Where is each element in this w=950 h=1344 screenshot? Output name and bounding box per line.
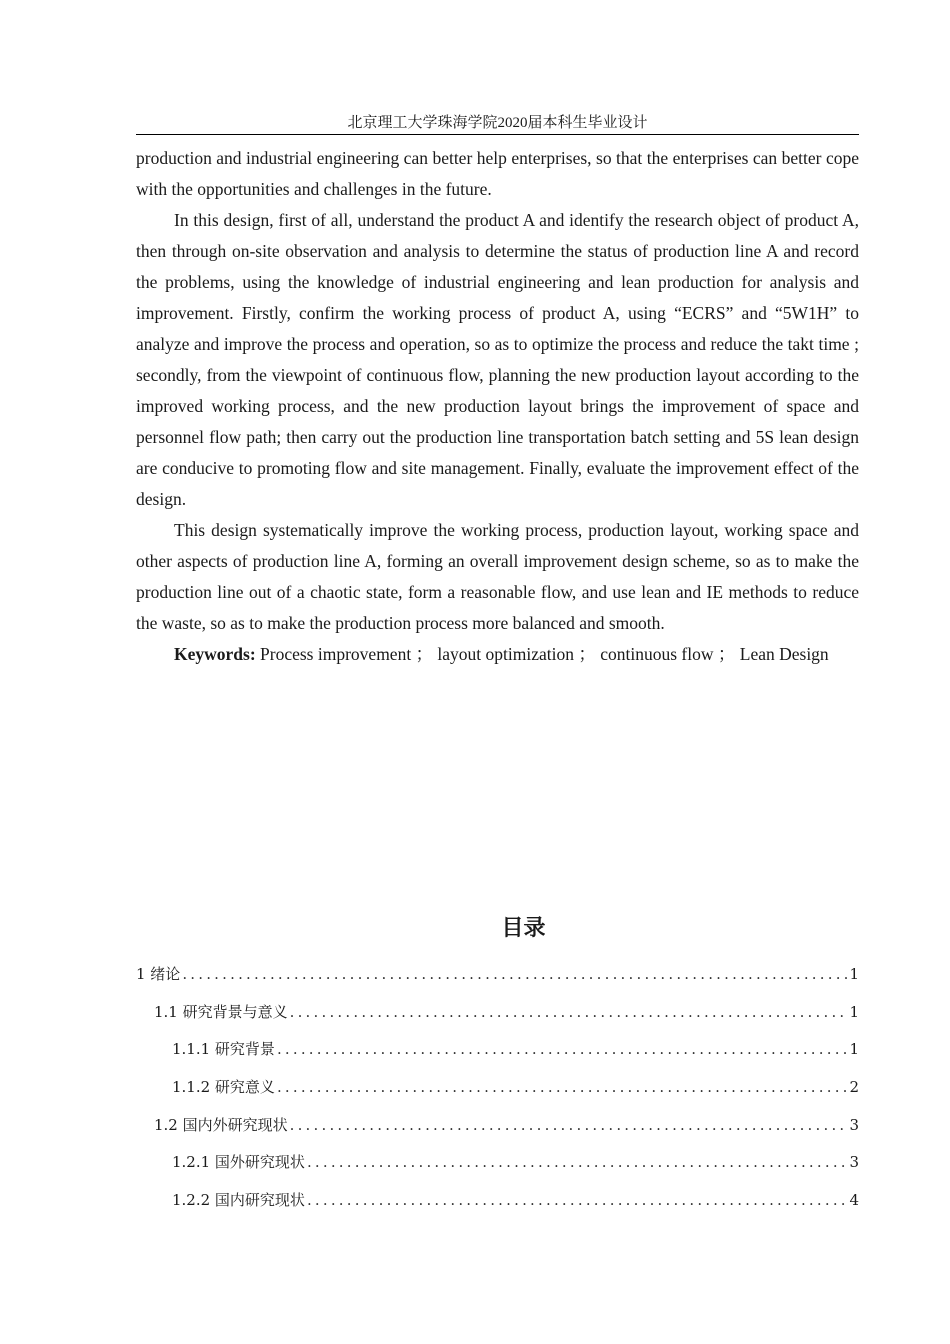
- toc-entry-label: 1.2.2 国内研究现状: [172, 1191, 305, 1209]
- toc-entry-page: 3: [849, 1116, 859, 1134]
- toc-leader-dots: [288, 1113, 848, 1137]
- abstract-paragraph-2: In this design, first of all, understand the product A and identify the research object of product A, then through on-site observation and analysis to determine the status of production line A and record the problems, using the knowledge of industrial engineering and lean production for analysis and improvement. Firstly, confirm the working process of product A, using “ECRS” and “5W1H” to analyze and improve the process and operation, so as to optimize the process and reduce the takt time ; secondly, from the viewpoint of continuous flow, planning the new production layout according to the improved working process, and the new production layout brings the improvement of space and personnel flow path; then carry out the production line transportation batch setting and 5S lean design are conducive to promoting flow and site management. Finally, evaluate the improvement effect of the design.: [136, 210, 859, 509]
- toc-entry-label: 1 绪论: [136, 965, 181, 983]
- toc-entry[interactable]: [154, 1113, 859, 1137]
- toc-entry-page: 4: [849, 1191, 859, 1209]
- abstract-body: [136, 143, 859, 670]
- toc-entry-page: 3: [849, 1153, 859, 1171]
- toc-entry-label: 1.1.2 研究意义: [172, 1078, 275, 1096]
- toc-entry-page: 1: [849, 1003, 859, 1021]
- toc-leader-dots: [305, 1150, 848, 1174]
- keywords-label: Keywords:: [174, 644, 256, 664]
- toc-entry-page: 2: [849, 1078, 859, 1096]
- toc-entry-label: 1.2.1 国外研究现状: [172, 1153, 305, 1171]
- toc-title: 目录: [501, 916, 546, 941]
- page-header: 北京理工大学珠海学院2020届本科生毕业设计: [136, 113, 859, 135]
- toc-entry[interactable]: [172, 1188, 859, 1212]
- toc-leader-dots: [275, 1075, 848, 1099]
- toc-leader-dots: [288, 1000, 848, 1024]
- toc-leader-dots: [180, 962, 847, 986]
- abstract-paragraph-1: production and industrial engineering can better help enterprises, so that the enterprises can better cope with the opportunities and challenges in the future.: [136, 148, 859, 199]
- toc-entry-label: 1.1 研究背景与意义: [154, 1003, 288, 1021]
- toc-entry[interactable]: [172, 1150, 859, 1174]
- toc-leader-dots: [305, 1188, 848, 1212]
- toc-entry-page: 1: [849, 965, 859, 983]
- toc-entry-page: 1: [849, 1040, 859, 1058]
- toc-entry[interactable]: [136, 962, 859, 986]
- toc-leader-dots: [275, 1037, 848, 1061]
- toc-entry[interactable]: [154, 1000, 859, 1024]
- toc-entry[interactable]: [172, 1037, 859, 1061]
- toc-entry[interactable]: [172, 1075, 859, 1099]
- toc-entry-label: 1.2 国内外研究现状: [154, 1116, 288, 1134]
- keywords-text: Process improvement ； layout optimization ； continuous flow ； Lean Design: [260, 644, 829, 664]
- toc-entry-label: 1.1.1 研究背景: [172, 1040, 275, 1058]
- keywords-line: [136, 639, 859, 670]
- abstract-paragraph-3: This design systematically improve the working process, production layout, working space and other aspects of production line A, forming an overall improvement design scheme, so as to make the production line out of a chaotic state, form a reasonable flow, and use lean and IE methods to reduce the waste, so as to make the production process more balanced and smooth.: [136, 520, 859, 633]
